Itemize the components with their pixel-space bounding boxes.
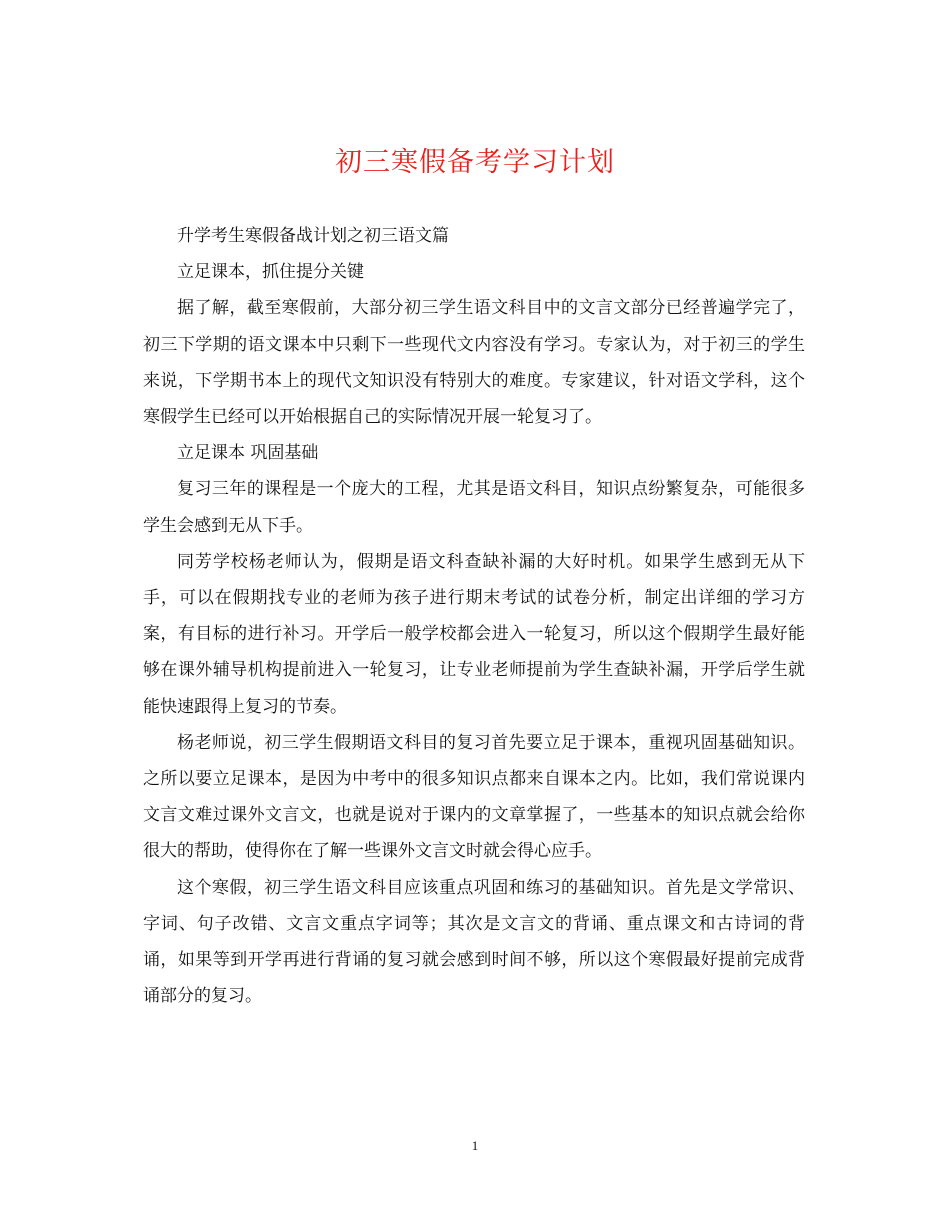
document-title: 初三寒假备考学习计划 [335, 147, 615, 178]
paragraph: 这个寒假，初三学生语文科目应该重点巩固和练习的基础知识。首先是文学常识、字词、句子改错、文言文重点字词等；其次是文言文的背诵、重点课文和古诗词的背诵，如果等到开学再进行背诵的复习就会感到时间不够，所以这个寒假最好提前完成背诵部分的复习。 [143, 877, 805, 1007]
page-number: 1 [471, 1138, 479, 1153]
paragraph: 据了解，截至寒假前，大部分初三学生语文科目中的文言文部分已经普遍学完了，初三下学期的语文课本中只剩下一些现代文内容没有学习。专家认为，对于初三的学生来说，下学期书本上的现代文知识没有特别大的难度。专家建议，针对语文学科，这个寒假学生已经可以开始根据自己的实际情况开展一轮复习了。 [143, 298, 805, 428]
paragraph: 同芳学校杨老师认为，假期是语文科查缺补漏的大好时机。如果学生感到无从下手，可以在假期找专业的老师为孩子进行期末考试的试卷分析，制定出详细的学习方案，有目标的进行补习。开学后一般学校都会进入一轮复习，所以这个假期学生最好能够在课外辅导机构提前进入一轮复习，让专业老师提前为学生查缺补漏，开学后学生就能快速跟得上复习的节奏。 [143, 551, 805, 717]
paragraph: 杨老师说，初三学生假期语文科目的复习首先要立足于课本，重视巩固基础知识。之所以要立足课本，是因为中考中的很多知识点都来自课本之内。比如，我们常说课内文言文难过课外文言文，也就是说对于课内的文章掌握了，一些基本的知识点就会给你很大的帮助，使得你在了解一些课外文言文时就会得心应手。 [143, 732, 805, 862]
paragraph-section-heading: 立足课本，抓住提分关键 [177, 262, 364, 283]
paragraph: 复习三年的课程是一个庞大的工程，尤其是语文科目，知识点纷繁复杂，可能很多学生会感到无从下手。 [143, 479, 805, 536]
paragraph-section-heading: 立足课本 巩固基础 [177, 443, 319, 464]
paragraph-subtitle: 升学考生寒假备战计划之初三语文篇 [177, 226, 449, 246]
document-body [143, 218, 805, 1014]
